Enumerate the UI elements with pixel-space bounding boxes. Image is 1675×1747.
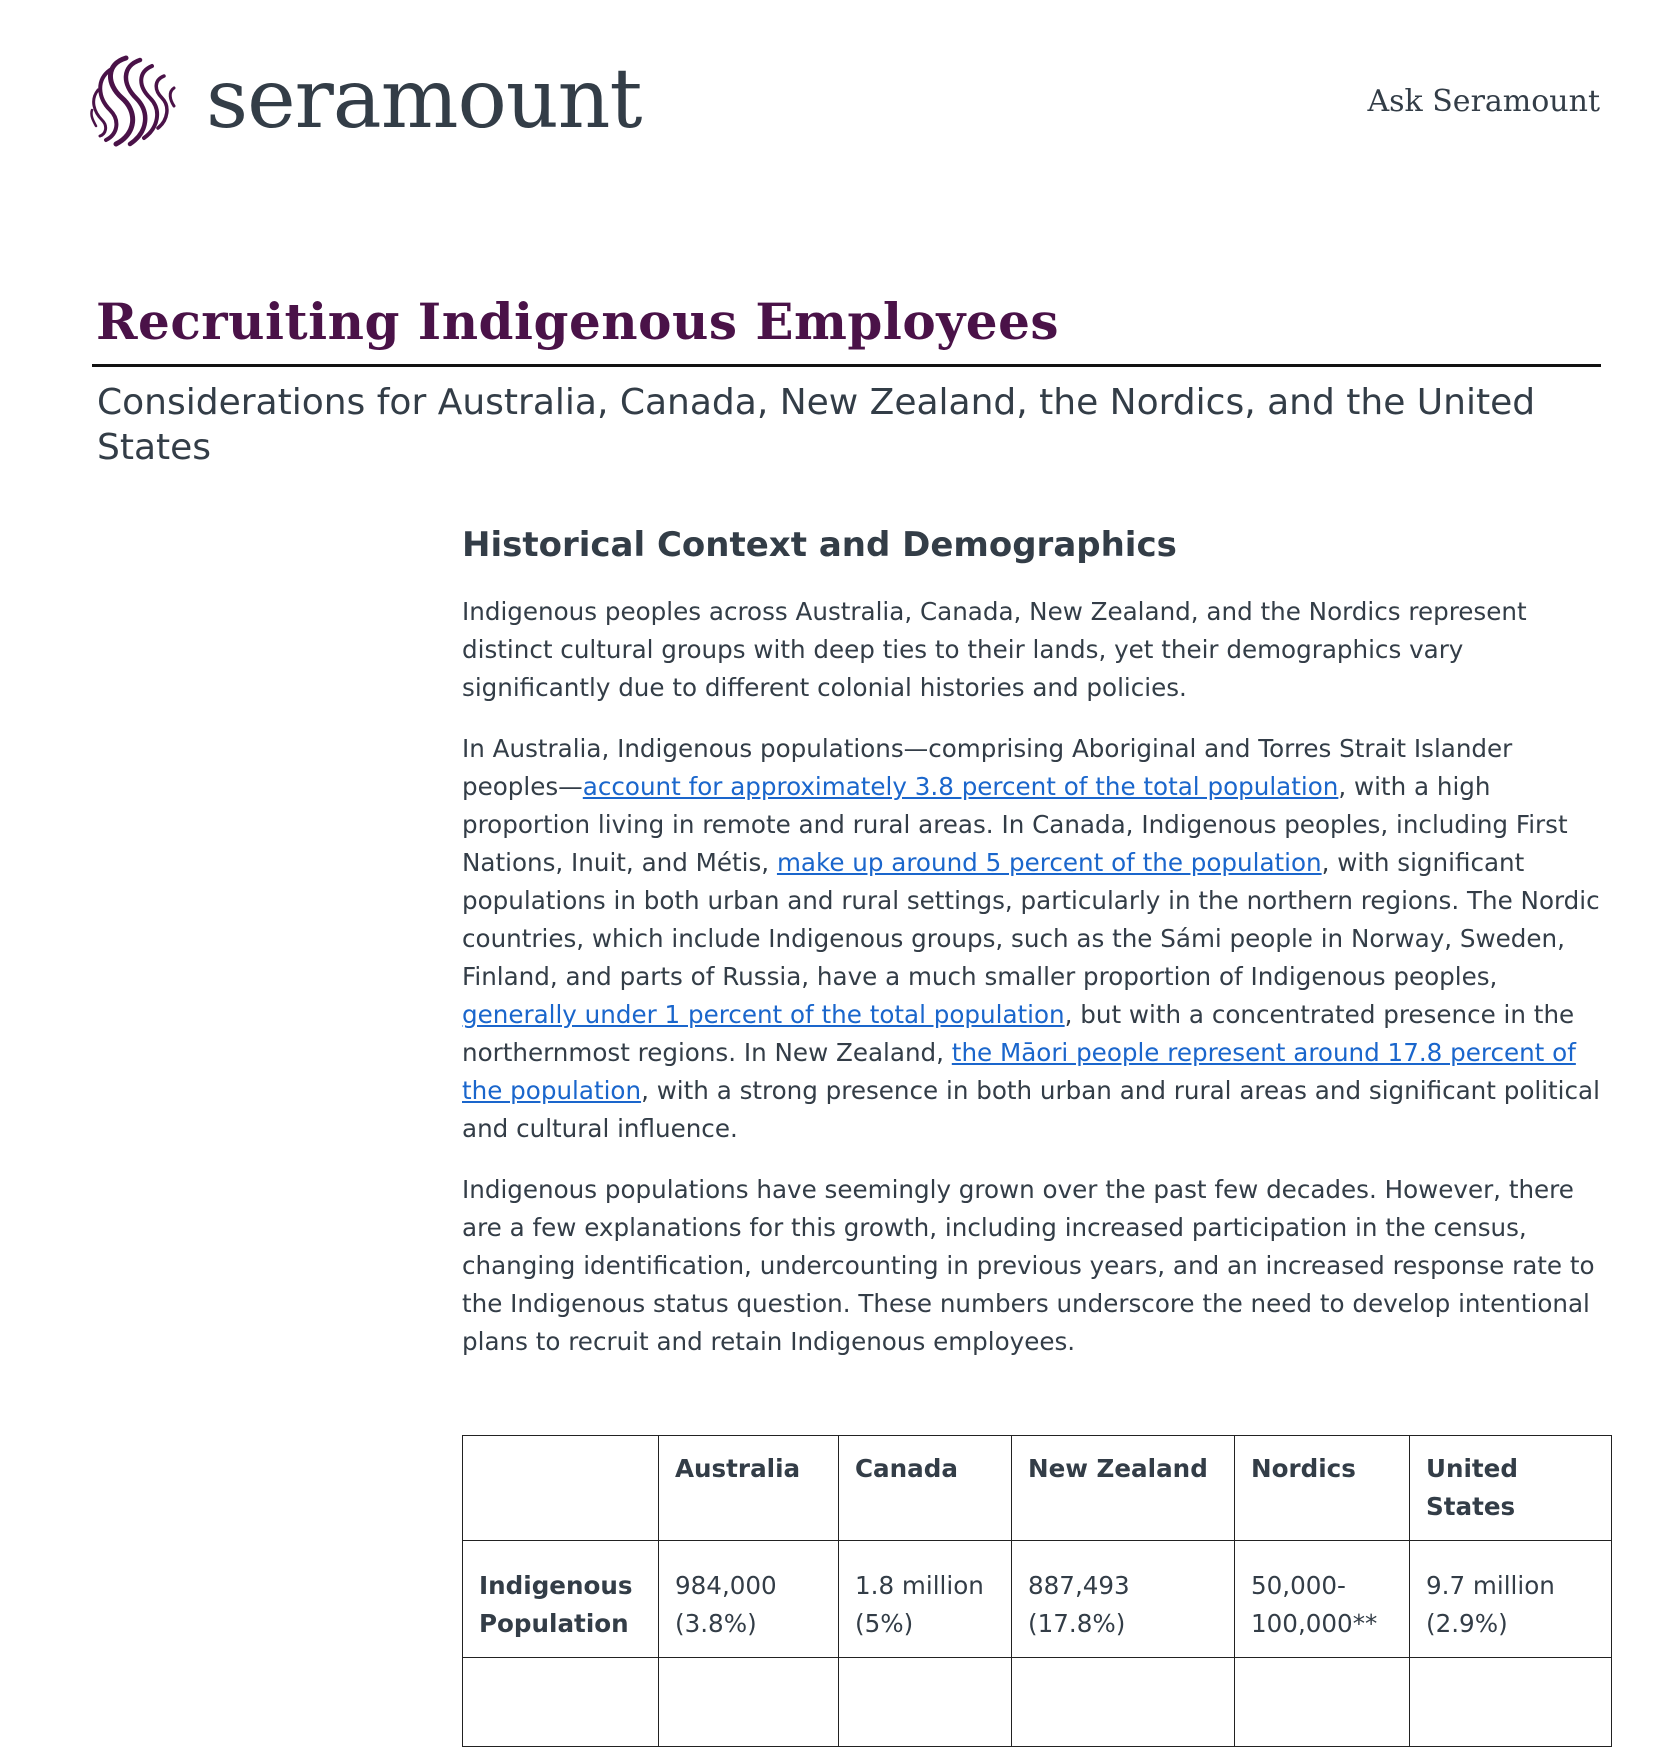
seramount-wave-logo-icon [86,50,186,150]
table-cell [1235,1658,1410,1747]
title-divider [92,364,1601,367]
table-cell [659,1658,839,1747]
table-cell: 887,493 (17.8%) [1012,1541,1235,1658]
table-cell [839,1658,1012,1747]
text: , with a high proportion living in remote and rural areas. In Canada, Indigenous peoples, including First Nations, Inuit, and Métis, [462,772,1568,877]
canada-population-link[interactable]: make up around 5 percent of the population [776,848,1322,877]
table-cell: 984,000 (3.8%) [659,1541,839,1658]
table-header-australia: Australia [659,1436,839,1541]
table-header-united-states: United States [1410,1436,1612,1541]
paragraph-intro: Indigenous peoples across Australia, Canada, New Zealand, and the Nordics represent distinct cultural groups with deep ties to their lands, yet their demographics vary significantly due to different colonial histories and policies. [462,597,1527,702]
seramount-logo[interactable] [86,50,641,150]
table-header-row [463,1436,1612,1541]
table-row-partial [463,1658,1612,1747]
article-content [462,525,1607,1384]
table-header-empty [463,1436,659,1541]
table-cell [1012,1658,1235,1747]
table-header-new-zealand: New Zealand [1012,1436,1235,1541]
text: , with a strong presence in both urban and rural areas and significant political and cultural influence. [462,1076,1600,1143]
table-cell: 1.8 million (5%) [839,1541,1012,1658]
page-title: Recruiting Indigenous Employees [96,292,1060,351]
paragraph-demographics [462,730,1607,1148]
logo-wordmark: seramount [206,52,642,147]
text: In Australia, Indigenous populations—comprising Aboriginal and Torres Strait Islander peoples— [462,734,1513,801]
table-cell: 50,000-100,000** [1235,1541,1410,1658]
nordics-population-link[interactable]: generally under 1 percent of the total population [462,1000,1065,1029]
table-header-nordics: Nordics [1235,1436,1410,1541]
maori-population-link[interactable]: the Māori people represent around 17.8 percent of the population [462,1038,1576,1105]
table-cell [1410,1658,1612,1747]
section-heading: Historical Context and Demographics [462,525,1177,565]
australia-population-link[interactable]: account for approximately 3.8 percent of the total population [582,772,1339,801]
table-cell [463,1658,659,1747]
table-row [463,1541,1612,1658]
table-header-canada: Canada [839,1436,1012,1541]
paragraph-growth: Indigenous populations have seemingly grown over the past few decades. However, there are a few explanations for this growth, including increased participation in the census, changing identification, undercounting in previous years, and an increased response rate to the Indigenous status question. These numbers underscore the need to develop intentional plans to recruit and retain Indigenous employees. [462,1175,1595,1356]
demographics-table [462,1435,1612,1747]
text: , but with a concentrated presence in the northernmost regions. In New Zealand, [462,1000,1575,1067]
table-cell: 9.7 million (2.9%) [1410,1541,1612,1658]
page-subtitle: Considerations for Australia, Canada, New Zealand, the Nordics, and the United States [97,382,1536,468]
text: , with significant populations in both urban and rural settings, particularly in the northern regions. The Nordic countries, which include Indigenous groups, such as the Sámi people in Norway, Sweden, Finland, and parts of Russia, have a much smaller proportion of Indigenous peoples, [462,848,1600,991]
ask-seramount-link[interactable]: Ask Seramount [1367,84,1600,119]
row-label: Indigenous Population [463,1541,659,1658]
